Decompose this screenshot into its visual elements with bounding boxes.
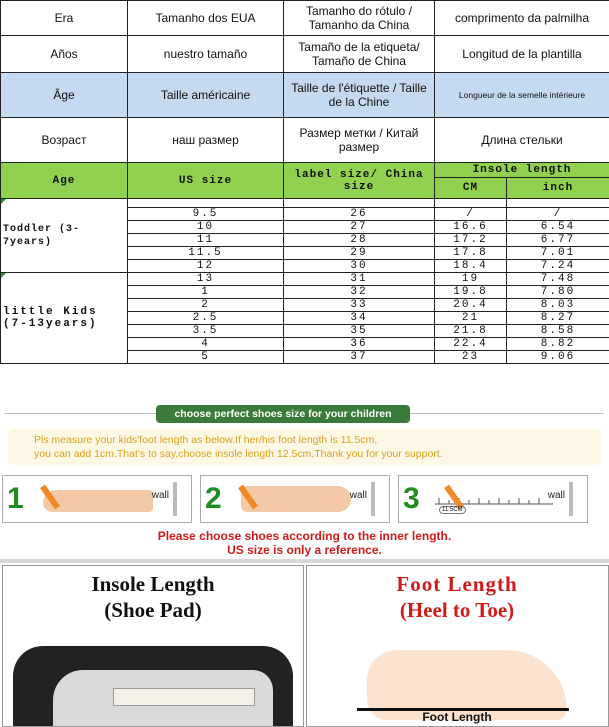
inch-cell: 8.58 bbox=[507, 325, 609, 338]
guide-banner: choose perfect shoes size for your children bbox=[156, 405, 410, 423]
us-size-cell: 13 bbox=[128, 273, 284, 286]
instruction-line-1: Pls measure your kids'foot length as below.If her/his foot length is 11.5cm, bbox=[34, 433, 602, 447]
cm-cell: 16.6 bbox=[435, 221, 507, 234]
header-cell: наш размер bbox=[128, 118, 284, 163]
us-size-cell: 1 bbox=[128, 286, 284, 299]
step-2-panel bbox=[200, 475, 390, 523]
inch-cell: 8.03 bbox=[507, 299, 609, 312]
cm-cell: 19.8 bbox=[435, 286, 507, 299]
us-size-cell: 12 bbox=[128, 260, 284, 273]
age-group-cell bbox=[1, 273, 128, 364]
inch-cell: 9.06 bbox=[507, 351, 609, 364]
us-size-cell: 5 bbox=[128, 351, 284, 364]
header-cell: comprimento da palmilha bbox=[435, 1, 609, 36]
label-size-cell: 26 bbox=[284, 208, 435, 221]
header-cell: nuestro tamaño bbox=[128, 36, 284, 73]
inch-cell: 8.82 bbox=[507, 338, 609, 351]
insole-title: Insole Length bbox=[3, 572, 303, 597]
label-size-cell: 36 bbox=[284, 338, 435, 351]
step-2-number: 2 bbox=[205, 482, 222, 516]
ruler-icon bbox=[113, 688, 255, 706]
green-header-row bbox=[1, 163, 609, 178]
foot-icon bbox=[241, 486, 351, 512]
spacer-cell bbox=[284, 199, 435, 208]
warning-line-1: Please choose shoes according to the inner length. bbox=[0, 529, 609, 543]
label-size-cell: 34 bbox=[284, 312, 435, 325]
inch-cell: 6.77 bbox=[507, 234, 609, 247]
us-size-cell: 10 bbox=[128, 221, 284, 234]
label-size-cell: 29 bbox=[284, 247, 435, 260]
us-size-cell: 11 bbox=[128, 234, 284, 247]
label-size-cell: 32 bbox=[284, 286, 435, 299]
inch-cell: 7.01 bbox=[507, 247, 609, 260]
wall-icon bbox=[173, 482, 177, 516]
age-group-label: Toddler (3-7years) bbox=[3, 224, 80, 248]
cm-cell: 21.8 bbox=[435, 325, 507, 338]
cm-cell: 20.4 bbox=[435, 299, 507, 312]
cm-cell: 19 bbox=[435, 273, 507, 286]
corner-marker bbox=[1, 273, 6, 278]
measuring-guide bbox=[0, 403, 609, 725]
header-cell: Размер метки / Китай размер bbox=[284, 118, 435, 163]
us-size-cell: 2 bbox=[128, 299, 284, 312]
step-1-panel bbox=[2, 475, 192, 523]
cm-cell: 18.4 bbox=[435, 260, 507, 273]
cm-cell: 22.4 bbox=[435, 338, 507, 351]
inch-cell: 7.24 bbox=[507, 260, 609, 273]
inch-cell: 7.80 bbox=[507, 286, 609, 299]
wall-icon bbox=[371, 482, 375, 516]
header-cell: Âge bbox=[1, 73, 128, 118]
spacer-cell bbox=[128, 199, 284, 208]
us-size-cell: 9.5 bbox=[128, 208, 284, 221]
inch-header: inch bbox=[507, 178, 609, 199]
cm-cell: 23 bbox=[435, 351, 507, 364]
cm-cell: / bbox=[435, 208, 507, 221]
label-size-cell: 35 bbox=[284, 325, 435, 338]
step-1-number: 1 bbox=[7, 482, 24, 516]
spacer-row bbox=[1, 199, 609, 208]
inch-cell: / bbox=[507, 208, 609, 221]
label-size-cell: 37 bbox=[284, 351, 435, 364]
header-row bbox=[1, 1, 609, 36]
instruction-box bbox=[8, 429, 602, 465]
insole-length-header: Insole length bbox=[435, 163, 609, 178]
us-size-cell: 3.5 bbox=[128, 325, 284, 338]
wall-label: wall bbox=[152, 490, 169, 501]
label-size-cell: 28 bbox=[284, 234, 435, 247]
spacer-cell bbox=[435, 199, 507, 208]
foot-length-caption: Foot Length bbox=[307, 710, 607, 724]
header-cell: Era bbox=[1, 1, 128, 36]
foot-length-panel bbox=[306, 565, 609, 727]
us-size-cell: 11.5 bbox=[128, 247, 284, 260]
header-row bbox=[1, 73, 609, 118]
header-cell: Longitud de la plantilla bbox=[435, 36, 609, 73]
section-divider bbox=[0, 559, 609, 563]
foot-length-title: Foot Length bbox=[307, 572, 607, 597]
age-group-label: little Kids (7-13years) bbox=[3, 306, 98, 330]
us-size-cell: 4 bbox=[128, 338, 284, 351]
header-cell: Tamanho dos EUA bbox=[128, 1, 284, 36]
inch-cell: 8.27 bbox=[507, 312, 609, 325]
header-cell: Возраст bbox=[1, 118, 128, 163]
label-size-header: label size/ China size bbox=[284, 163, 435, 199]
wall-label: wall bbox=[548, 490, 565, 501]
step-3-panel bbox=[398, 475, 588, 523]
insole-subtitle: (Shoe Pad) bbox=[3, 598, 303, 623]
cm-header: CM bbox=[435, 178, 507, 199]
header-row bbox=[1, 36, 609, 73]
step-3-number: 3 bbox=[403, 482, 420, 516]
warning-line-2: US size is only a reference. bbox=[0, 543, 609, 557]
label-size-cell: 27 bbox=[284, 221, 435, 234]
header-cell: Taille de l'étiquette / Taille de la Chine bbox=[284, 73, 435, 118]
age-header: Age bbox=[1, 163, 128, 199]
header-cell: Taille américaine bbox=[128, 73, 284, 118]
cm-cell: 17.2 bbox=[435, 234, 507, 247]
label-size-cell: 30 bbox=[284, 260, 435, 273]
header-cell: Tamanho do rótulo / Tamanho da China bbox=[284, 1, 435, 36]
header-cell: Tamaño de la etiqueta/ Tamaño de China bbox=[284, 36, 435, 73]
header-cell: Años bbox=[1, 36, 128, 73]
us-size-header: US size bbox=[128, 163, 284, 199]
header-row bbox=[1, 118, 609, 163]
foot-length-subtitle: (Heel to Toe) bbox=[307, 598, 607, 623]
inch-cell: 7.48 bbox=[507, 273, 609, 286]
header-cell: Longueur de la semelle intérieure bbox=[435, 73, 609, 118]
label-size-cell: 31 bbox=[284, 273, 435, 286]
header-cell: Длина стельки bbox=[435, 118, 609, 163]
instruction-line-2: you can add 1cm.That's to say,choose insole length 12.5cm.Thank you for your support. bbox=[34, 447, 602, 461]
label-size-cell: 33 bbox=[284, 299, 435, 312]
table-row bbox=[1, 273, 609, 286]
spacer-cell bbox=[507, 199, 609, 208]
age-group-cell bbox=[1, 199, 128, 273]
foot-icon bbox=[43, 490, 153, 512]
cm-cell: 17.8 bbox=[435, 247, 507, 260]
ruler-label: 11.5CM bbox=[439, 506, 466, 514]
wall-icon bbox=[569, 482, 573, 516]
insole-length-panel bbox=[2, 565, 304, 727]
us-size-cell: 2.5 bbox=[128, 312, 284, 325]
cm-cell: 21 bbox=[435, 312, 507, 325]
corner-marker bbox=[1, 199, 6, 204]
inch-cell: 6.54 bbox=[507, 221, 609, 234]
wall-label: wall bbox=[350, 490, 367, 501]
